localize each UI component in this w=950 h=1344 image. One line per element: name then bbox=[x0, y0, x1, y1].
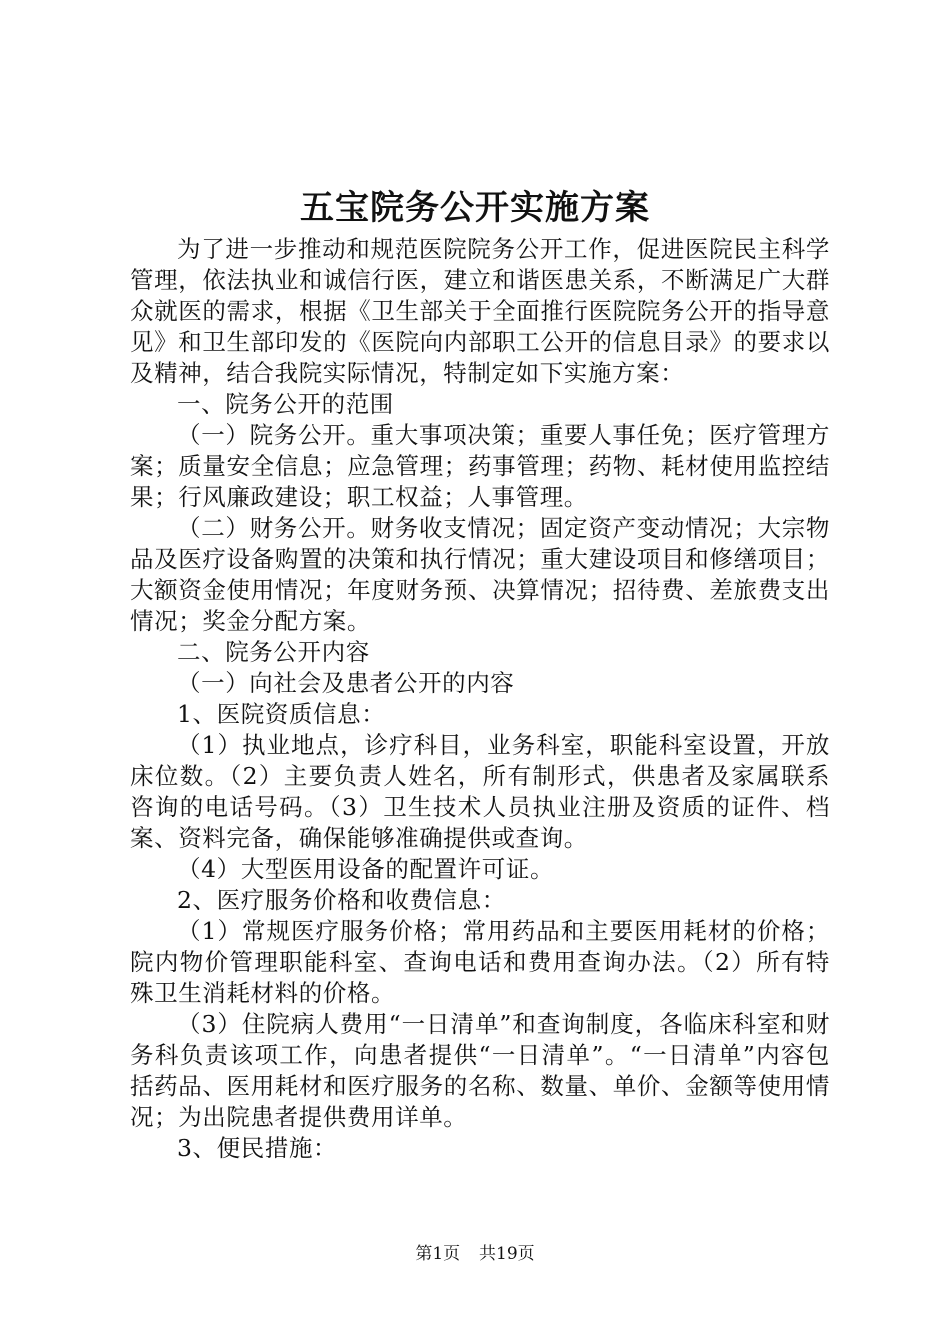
item-heading-pricing: 2、医疗服务价格和收费信息： bbox=[177, 886, 506, 914]
subsection-heading-public: （一）向社会及患者公开的内容 bbox=[177, 669, 515, 697]
scope-item-finance: （二）财务公开。财务收支情况；固定资产变动情况；大宗物品及医疗设备购置的决策和执行情况；重大建设项目和修缮项目；大额资金使用情况；年度财务预、决算情况；招待费、差旅费支出情况；奖金分配方案。 bbox=[130, 514, 830, 635]
document-title: 五宝院务公开实施方案 bbox=[300, 188, 650, 228]
page-number: 第1页 bbox=[415, 1244, 461, 1264]
section-heading-scope: 一、院务公开的范围 bbox=[177, 390, 394, 418]
item-heading-convenience: 3、便民措施： bbox=[177, 1134, 338, 1162]
pricing-daily-list: （3）住院病人费用“一日清单”和查询制度，各临床科室和财务科负责该项工作，向患者提供“一日清单”。“一日清单”内容包括药品、医用耗材和医疗服务的名称、数量、单价、金额等使用情况；为出院患者提供费用详单。 bbox=[130, 1010, 830, 1131]
page-footer bbox=[0, 1242, 950, 1266]
intro-paragraph: 为了进一步推动和规范医院院务公开工作，促进医院民主科学管理，依法执业和诚信行医，建立和谐医患关系，不断满足广大群众就医的需求，根据《卫生部关于全面推行医院院务公开的指导意见》和卫生部印发的《医院向内部职工公开的信息目录》的要求以及精神，结合我院实际情况，特制定如下实施方案： bbox=[130, 235, 830, 387]
document-body bbox=[130, 234, 830, 1164]
scope-item-affairs: （一）院务公开。重大事项决策；重要人事任免；医疗管理方案；质量安全信息；应急管理；药事管理；药物、耗材使用监控结果；行风廉政建设；职工权益；人事管理。 bbox=[130, 421, 830, 511]
item-heading-qualification: 1、医院资质信息： bbox=[177, 700, 386, 728]
pricing-details: （1）常规医疗服务价格；常用药品和主要医用耗材的价格；院内物价管理职能科室、查询电话和费用查询办法。（2）所有特殊卫生消耗材料的价格。 bbox=[130, 917, 830, 1007]
qualification-details: （1）执业地点，诊疗科目，业务科室，职能科室设置，开放床位数。（2）主要负责人姓名，所有制形式，供患者及家属联系咨询的电话号码。（3）卫生技术人员执业注册及资质的证件、档案、资料完备，确保能够准确提供或查询。 bbox=[130, 731, 830, 852]
qualification-license: （4）大型医用设备的配置许可证。 bbox=[177, 855, 555, 883]
page-total: 共19页 bbox=[479, 1244, 535, 1264]
section-heading-content: 二、院务公开内容 bbox=[177, 638, 370, 666]
